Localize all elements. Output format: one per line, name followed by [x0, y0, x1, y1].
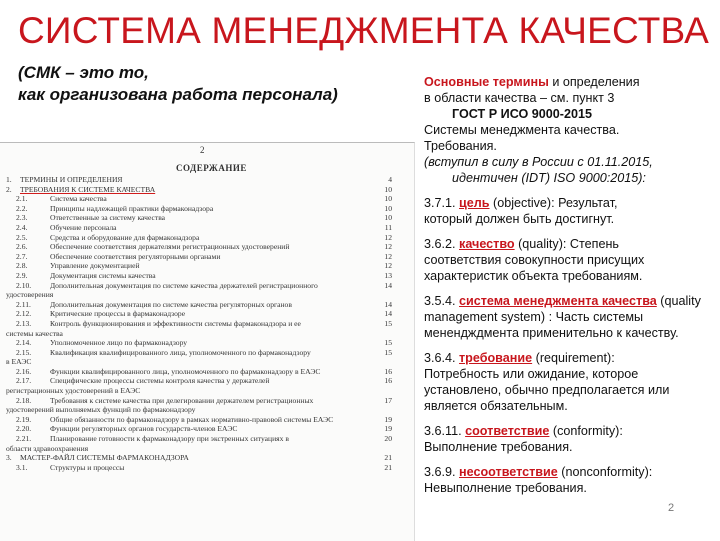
terms-column	[424, 74, 714, 505]
toc-row	[0, 309, 414, 319]
toc-row-page: 12	[384, 242, 392, 252]
slide-number: 2	[668, 502, 675, 514]
term-text: (quality management system) : Часть системы менендждмента применительно к качеству.	[424, 294, 701, 340]
term-text: соответствия совокупности присущих характеристик объекта требованиям.	[424, 253, 645, 283]
toc-row	[0, 252, 414, 262]
toc-row-page: 10	[384, 184, 392, 194]
toc-row-text: удостоверений выполняемых функций по фармаконадзору	[6, 405, 196, 415]
toc-row-text: Структуры и процессы	[50, 462, 125, 472]
term-name: качество	[459, 237, 515, 251]
toc-row-text: Ответственные за систему качества	[50, 213, 166, 223]
term-definition	[424, 293, 714, 341]
terms-intro	[424, 74, 714, 186]
term-code: 3.7.1.	[424, 196, 460, 210]
toc-row-number: 2.14.	[16, 338, 32, 348]
toc-row	[0, 444, 414, 454]
toc-row-number: 2.1.	[16, 194, 28, 204]
intro-line-2: в области качества – см. пункт 3	[424, 91, 615, 105]
term-text: Невыполнение требования.	[424, 481, 587, 495]
intro-lead-bold: Основные термины	[424, 75, 549, 89]
toc-row-text: Система качества	[50, 194, 107, 204]
toc-row-page: 19	[384, 414, 392, 424]
toc-row	[0, 415, 414, 425]
toc-row	[0, 242, 414, 252]
toc-row-page: 17	[384, 395, 392, 405]
toc-rows	[0, 175, 414, 472]
toc-row-text: системы качества	[6, 328, 63, 338]
toc-row-number: 2.2.	[16, 203, 28, 213]
toc-row-text: области здравоохранения	[6, 443, 89, 453]
toc-row-number: 2.13.	[16, 318, 32, 328]
toc-row	[0, 386, 414, 396]
toc-row-text: Квалификация квалифицированного лица, уполномоченного по фармаконадзору	[50, 347, 311, 357]
toc-row	[0, 348, 414, 358]
term-english: (requirement):	[532, 351, 615, 365]
toc-row-number: 2.9.	[16, 270, 28, 280]
toc-row-number: 2.18.	[16, 395, 32, 405]
toc-row-page: 14	[384, 309, 392, 319]
toc-row-page: 10	[384, 213, 392, 223]
term-english: (conformity):	[549, 424, 623, 438]
toc-row-page: 12	[384, 232, 392, 242]
toc-row-text: Контроль функционирования и эффективности системы фармаконадзора и ее	[50, 318, 301, 328]
toc-row-page: 12	[384, 251, 392, 261]
term-text: Потребность или ожидание, которое установлено, обычно предполагается или является обязательным.	[424, 367, 670, 413]
term-english: (objective): Результат,	[489, 196, 618, 210]
toc-row-text: регистрационных удостоверений в ЕАЭС	[6, 386, 141, 396]
toc-row-number: 2.4.	[16, 222, 28, 232]
toc-row	[0, 357, 414, 367]
toc-row	[0, 223, 414, 233]
toc-heading: СОДЕРЖАНИЕ	[176, 163, 247, 173]
toc-row	[0, 424, 414, 434]
toc-row-number: 2.21.	[16, 434, 32, 444]
toc-row-text: Обучение персонала	[50, 222, 117, 232]
toc-row-page: 21	[384, 462, 392, 472]
toc-row-number: 2.3.	[16, 213, 28, 223]
toc-row-page: 14	[384, 280, 392, 290]
toc-row	[0, 175, 414, 185]
toc-row-number: 3.1.	[16, 462, 28, 472]
toc-row-text: Средства и оборудование для фармаконадзора	[50, 232, 200, 242]
toc-row-page: 19	[384, 424, 392, 434]
toc-row-page: 14	[384, 299, 392, 309]
toc-row-number: 2.8.	[16, 261, 28, 271]
toc-row-number: 2.10.	[16, 280, 32, 290]
toc-row-page: 4	[388, 175, 392, 184]
term-code: 3.6.9.	[424, 465, 460, 479]
term-definition	[424, 195, 714, 227]
intro-italic-1: (вступил в силу в России с 01.11.2015,	[424, 155, 653, 169]
term-definition	[424, 464, 714, 496]
term-code: 3.6.4.	[424, 351, 460, 365]
slide-title: СИСТЕМА МЕНЕДЖМЕНТА КАЧЕСТВА	[18, 10, 710, 51]
toc-row-number: 2.12.	[16, 309, 32, 319]
toc-row	[0, 453, 414, 463]
toc-row-text: Специфические процессы системы контроля качества у держателей	[50, 376, 270, 386]
toc-row-page: 15	[384, 318, 392, 328]
intro-line-4: Системы менеджмента качества.	[424, 123, 620, 137]
toc-row	[0, 290, 414, 300]
slide-subtitle	[18, 62, 338, 106]
subtitle-line-1: (СМК – это то,	[18, 63, 149, 82]
toc-row-number: 1.	[6, 175, 12, 184]
toc-row-page: 16	[384, 366, 392, 376]
toc-row-text: Требования к системе качества при делегировании держателем регистрационных	[50, 395, 314, 405]
term-code: 3.6.11.	[424, 424, 466, 438]
toc-row	[0, 405, 414, 415]
toc-row-text: Планирование готовности к фармаконадзору при экстренных ситуациях в	[50, 434, 289, 444]
toc-row-text: Принципы надлежащей практики фармаконадзора	[50, 203, 214, 213]
toc-row-number: 2.20.	[16, 424, 32, 434]
term-code: 3.5.4.	[424, 294, 460, 308]
toc-row-number: 2.11.	[16, 299, 31, 309]
toc-row	[0, 233, 414, 243]
toc-row-page: 21	[384, 453, 392, 463]
term-text: который должен быть достигнут.	[424, 212, 615, 226]
toc-row-page: 11	[384, 222, 392, 232]
toc-row-text: Дополнительная документация по системе качества регуляторных органов	[50, 299, 292, 309]
toc-row-page: 10	[384, 203, 392, 213]
toc-row	[0, 261, 414, 271]
toc-row	[0, 185, 414, 195]
term-name: цель	[459, 196, 490, 210]
toc-row-text: Обеспечение соответствия держателями регистрационных удостоверений	[50, 242, 290, 252]
toc-scan	[0, 142, 415, 541]
toc-row-text: Уполномоченное лицо по фармаконадзору	[50, 338, 188, 348]
toc-row	[0, 338, 414, 348]
toc-row-page: 12	[384, 261, 392, 271]
toc-row	[0, 300, 414, 310]
intro-lead-rest: и определения	[548, 75, 640, 89]
toc-row-number: 3.	[6, 453, 12, 463]
toc-row	[0, 463, 414, 473]
toc-row-number: 2.6.	[16, 242, 28, 252]
toc-row	[0, 319, 414, 329]
term-definition	[424, 423, 714, 455]
toc-row	[0, 367, 414, 377]
toc-row	[0, 329, 414, 339]
term-name: соответствие	[465, 424, 550, 438]
toc-row-text: Критические процессы в фармаконадзоре	[50, 309, 186, 319]
toc-row-text: Управление документацией	[50, 261, 140, 271]
term-definition	[424, 236, 714, 284]
toc-row-page: 10	[384, 194, 392, 204]
term-text: Выполнение требования.	[424, 440, 573, 454]
toc-row-text: в ЕАЭС	[6, 357, 32, 367]
intro-gost: ГОСТ Р ИСО 9000-2015	[452, 107, 592, 121]
toc-row-text: МАСТЕР-ФАЙЛ СИСТЕМЫ ФАРМАКОНАДЗОРА	[20, 453, 189, 463]
toc-row-page: 13	[384, 270, 392, 280]
intro-line-5: Требования.	[424, 139, 497, 153]
subtitle-line-2: как организована работа персонала)	[18, 85, 338, 104]
toc-row-page: 15	[384, 347, 392, 357]
toc-row-page: 16	[384, 376, 392, 386]
toc-row-text: ТЕРМИНЫ И ОПРЕДЕЛЕНИЯ	[20, 175, 123, 184]
toc-row-text: Функции квалифицированного лица, уполномоченного по фармаконадзору в ЕАЭС	[50, 366, 321, 376]
term-name: требование	[459, 351, 533, 365]
toc-row-number: 2.15.	[16, 347, 32, 357]
toc-row-text: Обеспечение соответствия регуляторными органами	[50, 251, 221, 261]
toc-row-number: 2.16.	[16, 366, 32, 376]
toc-row	[0, 376, 414, 386]
term-definition	[424, 350, 714, 414]
term-english: (nonconformity):	[557, 465, 653, 479]
term-english: (quality): Степень	[514, 237, 619, 251]
toc-row-text: Функции регуляторных органов государств-членов ЕАЭС	[50, 424, 238, 434]
toc-row	[0, 213, 414, 223]
toc-row-number: 2.	[6, 184, 12, 194]
toc-row-text: Дополнительная документация по системе качества держателей регистрационного	[50, 280, 318, 290]
toc-row	[0, 271, 414, 281]
toc-row-text: Общие обязанности по фармаконадзору в рамках нормативно-правовой системы ЕАЭС	[50, 414, 334, 424]
intro-italic-2: идентичен (IDT) ISO 9000:2015):	[452, 171, 646, 185]
toc-row-text: ТРЕБОВАНИЯ К СИСТЕМЕ КАЧЕСТВА	[20, 184, 156, 194]
toc-row	[0, 281, 414, 291]
toc-row-text: Документация системы качества	[50, 270, 156, 280]
toc-row	[0, 194, 414, 204]
toc-row-page: 20	[384, 434, 392, 444]
toc-row-number: 2.7.	[16, 251, 28, 261]
toc-row	[0, 434, 414, 444]
term-name: несоответствие	[459, 465, 558, 479]
term-code: 3.6.2.	[424, 237, 460, 251]
toc-row-page: 15	[384, 338, 392, 348]
toc-row	[0, 204, 414, 214]
toc-page-number: 2	[200, 145, 205, 155]
terms-list	[424, 195, 714, 496]
toc-row-number: 2.17.	[16, 376, 32, 386]
toc-row-number: 2.5.	[16, 232, 28, 242]
toc-row-text: удостоверения	[6, 290, 54, 300]
term-name: система менеджмента качества	[459, 294, 657, 308]
toc-row-number: 2.19.	[16, 414, 32, 424]
toc-row	[0, 396, 414, 406]
